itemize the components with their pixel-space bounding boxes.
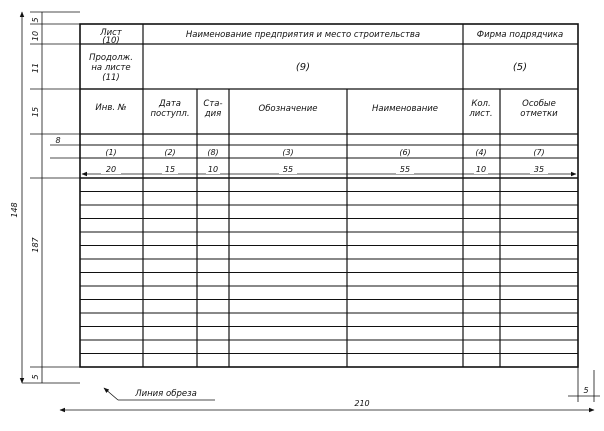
col-width-5: 55 bbox=[399, 165, 411, 174]
right-dimension bbox=[568, 367, 600, 402]
col-code-4: (3) bbox=[282, 148, 294, 157]
col-header-stage-1: Ста- bbox=[203, 99, 223, 109]
list-code: (10) bbox=[102, 36, 120, 46]
continued-code: (11) bbox=[102, 73, 120, 83]
submitter-label: Фирма подрядчика bbox=[476, 30, 564, 40]
column-codes bbox=[105, 148, 544, 157]
col-code-1: (1) bbox=[105, 148, 117, 157]
list-label: Лист bbox=[100, 28, 122, 38]
column-headers bbox=[95, 99, 558, 119]
col-header-date-1: Дата bbox=[158, 99, 182, 109]
dim-body-187: 187 bbox=[31, 237, 40, 253]
form-border bbox=[80, 24, 578, 367]
col-header-notes-2: отметки bbox=[520, 109, 558, 119]
col-width-1: 20 bbox=[105, 165, 117, 174]
org-code: (9) bbox=[295, 62, 311, 73]
dim-row-10: 10 bbox=[31, 30, 40, 42]
col-header-name: Наименование bbox=[371, 104, 439, 114]
col-width-7: 35 bbox=[533, 165, 545, 174]
dim-row-11: 11 bbox=[31, 62, 40, 74]
col-width-2: 15 bbox=[164, 165, 176, 174]
col-header-sheets-1: Кол. bbox=[471, 99, 491, 109]
col-code-7: (7) bbox=[533, 148, 545, 157]
cut-line-label: Линия обреза bbox=[135, 389, 197, 399]
dim-top-5: 5 bbox=[31, 17, 40, 23]
dim-right-5: 5 bbox=[583, 386, 589, 395]
dim-row-15: 15 bbox=[31, 106, 40, 118]
col-code-3: (8) bbox=[207, 148, 219, 157]
col-header-designation: Обозначение bbox=[258, 104, 318, 114]
col-code-5: (6) bbox=[399, 148, 411, 157]
col-header-notes-1: Особые bbox=[522, 99, 556, 109]
col-width-4: 55 bbox=[282, 165, 294, 174]
col-width-6: 10 bbox=[475, 165, 487, 174]
col-header-sheets-2: лист. bbox=[469, 109, 493, 119]
column-lines bbox=[143, 89, 500, 367]
col-code-2: (2) bbox=[164, 148, 176, 157]
col-header-date-2: поступл. bbox=[150, 109, 190, 119]
dim-bottom-5: 5 bbox=[31, 374, 40, 380]
dim-total-width: 210 bbox=[354, 399, 370, 408]
table-body-rows bbox=[80, 192, 578, 354]
dim-row-8: 8 bbox=[55, 136, 61, 145]
continued-label-2: на листе bbox=[91, 63, 131, 73]
col-header-inv: Инв. № bbox=[95, 103, 127, 113]
col-width-3: 10 bbox=[207, 165, 219, 174]
continued-label-1: Продолж. bbox=[89, 53, 133, 63]
submitter-code: (5) bbox=[512, 62, 528, 73]
org-name-label: Наименование предприятия и место строительства bbox=[185, 30, 421, 40]
dim-total-height: 148 bbox=[10, 202, 19, 218]
col-code-6: (4) bbox=[475, 148, 487, 157]
column-widths bbox=[82, 164, 576, 174]
col-header-stage-2: дия bbox=[204, 109, 222, 119]
